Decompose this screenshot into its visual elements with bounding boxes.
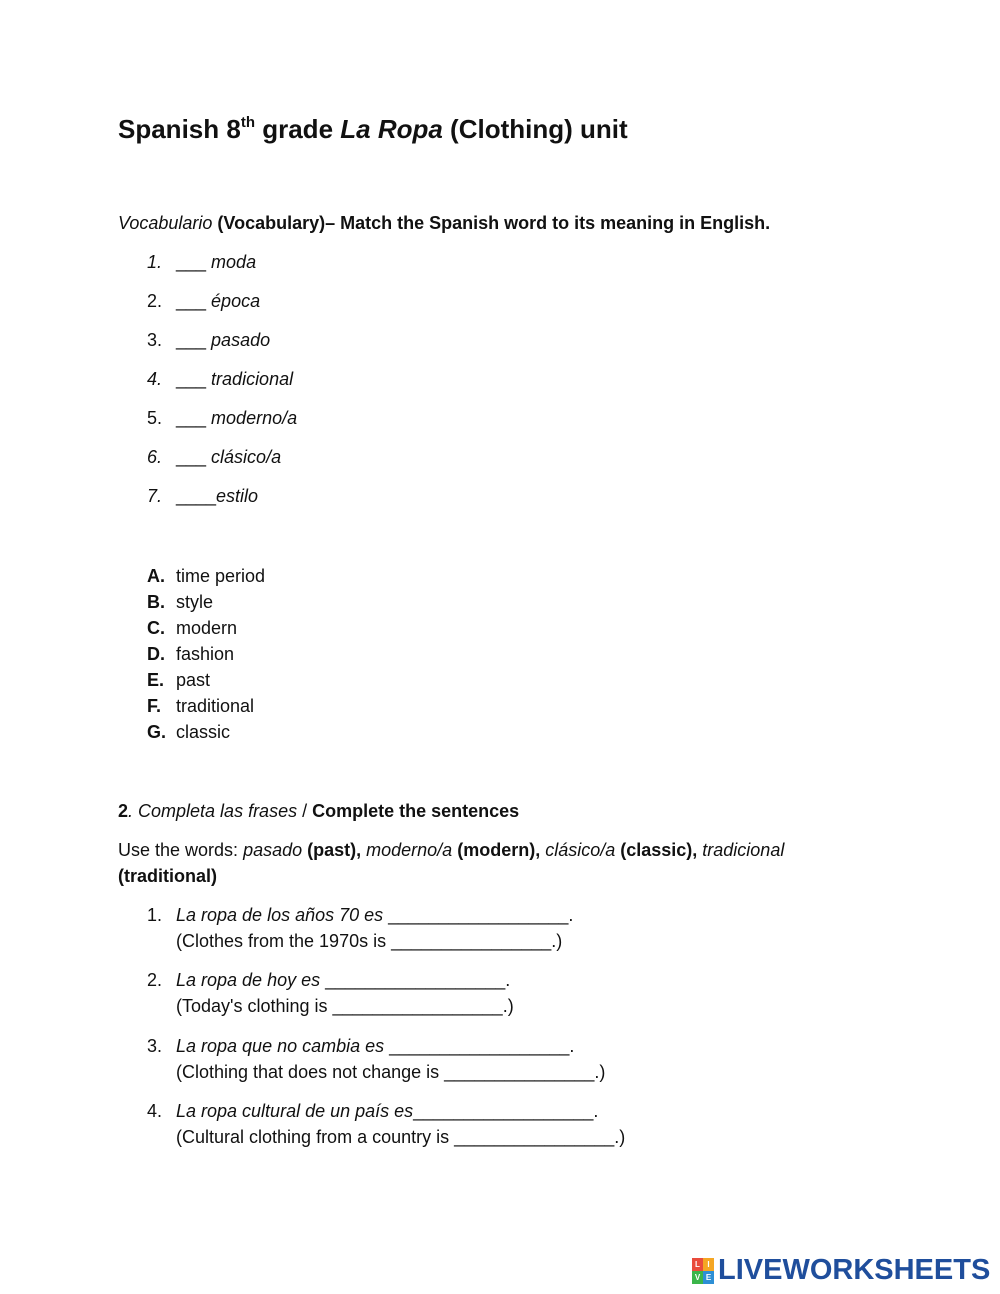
meaning-item: F. traditional — [147, 696, 255, 716]
sentence-item[interactable]: 3. La ropa que no cambia es __________________. (Clothing that does not change is _______________.) — [147, 1036, 606, 1082]
meaning-item: G. classic — [147, 722, 231, 742]
section2-heading: 2. Completa las frases / Complete the sentences — [118, 801, 520, 821]
logo-mark-icon: L I V E — [692, 1258, 714, 1284]
sentence-item[interactable]: 2. La ropa de hoy es __________________. (Today's clothing is _________________.) — [147, 970, 514, 1016]
meaning-item: E. past — [147, 670, 211, 690]
vocab-item[interactable]: 6. ___ clásico/a — [147, 447, 282, 467]
sentence-item[interactable]: 1. La ropa de los años 70 es __________________. (Clothes from the 1970s is ________________.) — [147, 905, 574, 951]
meaning-item: A. time period — [147, 566, 266, 586]
section1-heading: Vocabulario (Vocabulary)– Match the Spanish word to its meaning in English. — [118, 213, 771, 233]
vocab-item[interactable]: 1. ___ moda — [147, 252, 257, 272]
vocab-item[interactable]: 2. ___ época — [147, 291, 261, 311]
section2-instructions: Use the words: pasado (past), moderno/a (modern), clásico/a (classic), tradicional (traditional) — [118, 840, 785, 886]
meaning-item: D. fashion — [147, 644, 235, 664]
meaning-item: B. style — [147, 592, 214, 612]
vocab-item[interactable]: 3. ___ pasado — [147, 330, 271, 350]
liveworksheets-logo — [692, 1254, 990, 1287]
vocab-item[interactable]: 7. ____estilo — [147, 486, 259, 506]
meanings-list — [147, 563, 265, 745]
sentence-item[interactable]: 4. La ropa cultural de un país es__________________. (Cultural clothing from a country is ________________.) — [147, 1101, 626, 1147]
vocab-item[interactable]: 5. ___ moderno/a — [147, 408, 298, 428]
logo-text: LIVEWORKSHEETS — [718, 1254, 991, 1286]
vocab-item[interactable]: 4. ___ tradicional — [147, 369, 294, 389]
page-title: Spanish 8th grade La Ropa (Clothing) unit — [118, 114, 628, 144]
meaning-item: C. modern — [147, 618, 238, 638]
